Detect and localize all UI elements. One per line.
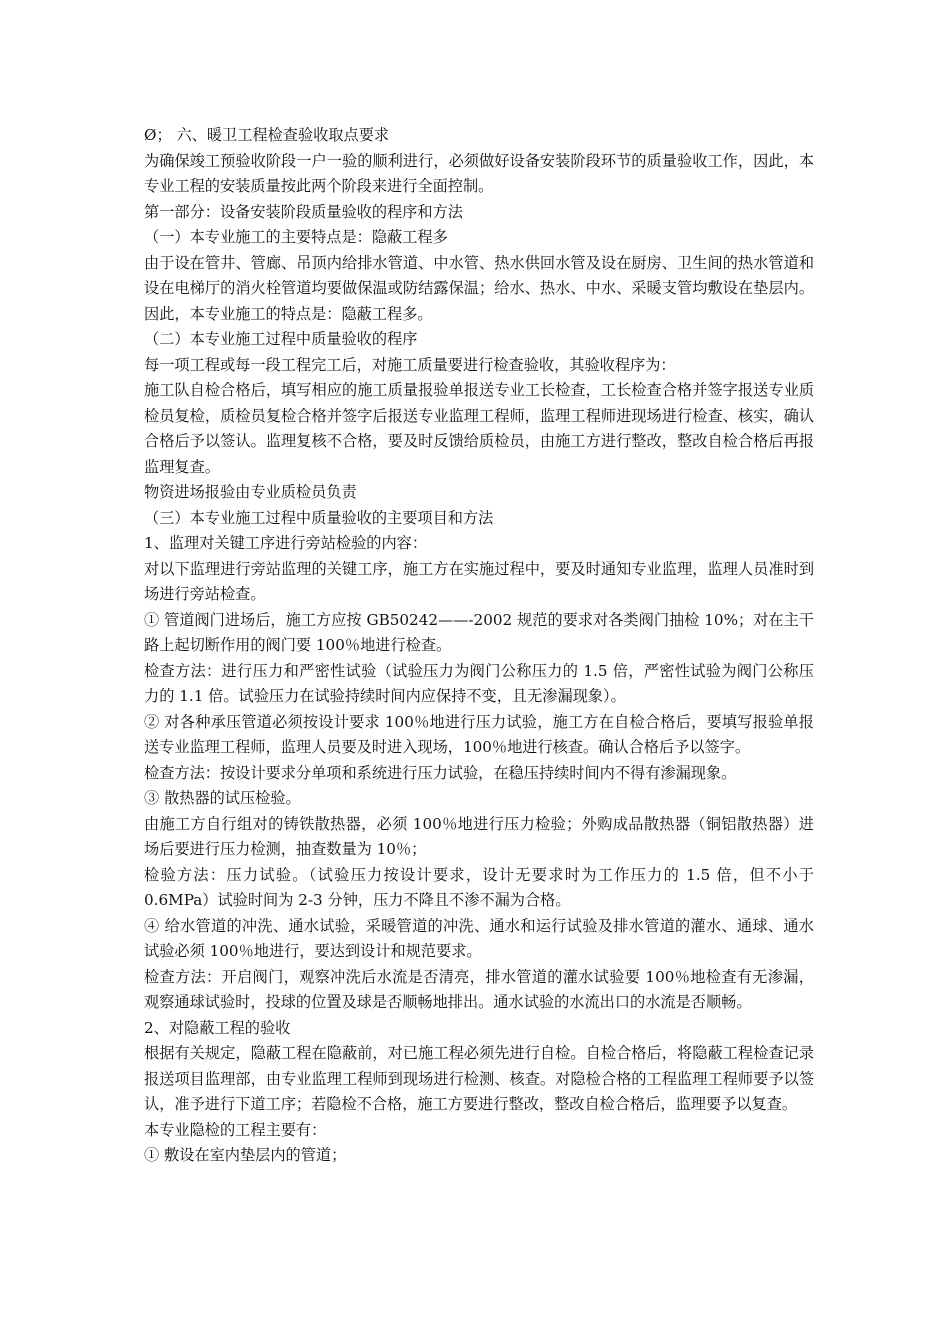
subheading-main-items: （三）本专业施工过程中质量验收的主要项目和方法 <box>144 508 494 527</box>
section-heading-hvac-inspection: Ø； 六、暖卫工程检查验收取点要求 <box>144 126 390 144</box>
paragraph-supervision: 对以下监理进行旁站监理的关键工序，施工方在实施过程中，要及时通知专业监理，监理人员准时到场进行旁站检查。 <box>144 559 814 603</box>
item-1-heading: 1、监理对关键工序进行旁站检验的内容： <box>144 534 428 552</box>
document-page <box>144 123 814 1169</box>
paragraph-flushing-method: 检查方法：开启阀门，观察冲洗后水流是否清亮，排水管道的灌水试验要 100％地检查有无渗漏，观察通球试验时，投球的位置及球是否顺畅地排出。通水试验的水流出口的水流是否顺畅。 <box>144 967 814 1011</box>
part-one-heading: 第一部分：设备安装阶段质量验收的程序和方法 <box>144 202 463 221</box>
paragraph-procedure-steps: 施工队自检合格后，填写相应的施工质量报验单报送专业工长检查，工长检查合格并签字报送专业质检员复检，质检员复检合格并签字后报送专业监理工程师，监理工程师进现场进行检查、核实，确认合格后予以签认。监理复核不合格，要及时反馈给质检员，由施工方进行整改，整改自检合格后再报监理复查。 <box>144 381 814 476</box>
paragraph-radiator-method: 检验方法：压力试验。（试验压力按设计要求，设计无要求时为工作压力的 1.5 倍，但不小于 0.6MPa）试验时间为 2-3 分钟，压力不降且不渗不漏为合格。 <box>144 865 814 909</box>
list-item-radiators: ③ 散热器的试压检验。 <box>144 789 301 807</box>
paragraph-material-inspection: 物资进场报验由专业质检员负责 <box>144 483 357 501</box>
paragraph-procedure-intro: 每一项工程或每一段工程完工后，对施工质量要进行检查验收，其验收程序为： <box>144 355 676 374</box>
paragraph-intro: 为确保竣工预验收阶段一户一验的顺利进行，必须做好设备安装阶段环节的质量验收工作，因此，本专业工程的安装质量按此两个阶段来进行全面控制。 <box>144 151 814 195</box>
paragraph-valve-method: 检查方法：进行压力和严密性试验（试验压力为阀门公称压力的 1.5 倍，严密性试验为阀门公称压力的 1.1 倍。试验压力在试验持续时间内应保持不变，且无渗漏现象）。 <box>144 661 814 705</box>
item-2-heading: 2、对隐蔽工程的验收 <box>144 1018 291 1037</box>
subheading-procedure: （二）本专业施工过程中质量验收的程序 <box>144 330 418 348</box>
list-item-valves: ① 管道阀门进场后，施工方应按 GB50242——-2002 规范的要求对各类阀门抽检 10%；对在主干路上起切断作用的阀门要 100％地进行检查。 <box>144 610 814 654</box>
subheading-features: （一）本专业施工的主要特点是：隐蔽工程多 <box>144 228 448 246</box>
list-item-cushion-pipes: ① 敷设在室内垫层内的管道； <box>144 1146 347 1164</box>
paragraph-concealed-list-intro: 本专业隐检的工程主要有： <box>144 1120 327 1139</box>
paragraph-features: 由于设在管井、管廊、吊顶内给排水管道、中水管、热水供回水管及设在厨房、卫生间的热水管道和设在电梯厅的消火栓管道均要做保温或防结露保温；给水、热水、中水、采暖支管均敷设在垫层内。因此，本专业施工的特点是：隐蔽工程多。 <box>144 253 814 323</box>
paragraph-concealed-works: 根据有关规定，隐蔽工程在隐蔽前，对已施工程必须先进行自检。自检合格后，将隐蔽工程检查记录报送项目监理部，由专业监理工程师到现场进行检测、核查。对隐检合格的工程监理工程师要予以签认，准予进行下道工序；若隐检不合格，施工方要进行整改，整改自检合格后，监理要予以复查。 <box>144 1044 814 1113</box>
paragraph-radiator-requirements: 由施工方自行组对的铸铁散热器，必须 100％地进行压力检验；外购成品散热器（铜铝散热器）进场后要进行压力检测，抽查数量为 10％； <box>144 814 814 858</box>
list-item-flushing: ④ 给水管道的冲洗、通水试验，采暖管道的冲洗、通水和运行试验及排水管道的灌水、通球、通水试验必须 100％地进行，要达到设计和规范要求。 <box>144 916 814 960</box>
paragraph-pipe-method: 检查方法：按设计要求分单项和系统进行压力试验，在稳压持续时间内不得有渗漏现象。 <box>144 763 737 782</box>
list-item-pressure-pipes: ② 对各种承压管道必须按设计要求 100％地进行压力试验，施工方在自检合格后，要填写报验单报送专业监理工程师，监理人员要及时进入现场，100％地进行核查。确认合格后予以签字。 <box>144 712 814 756</box>
